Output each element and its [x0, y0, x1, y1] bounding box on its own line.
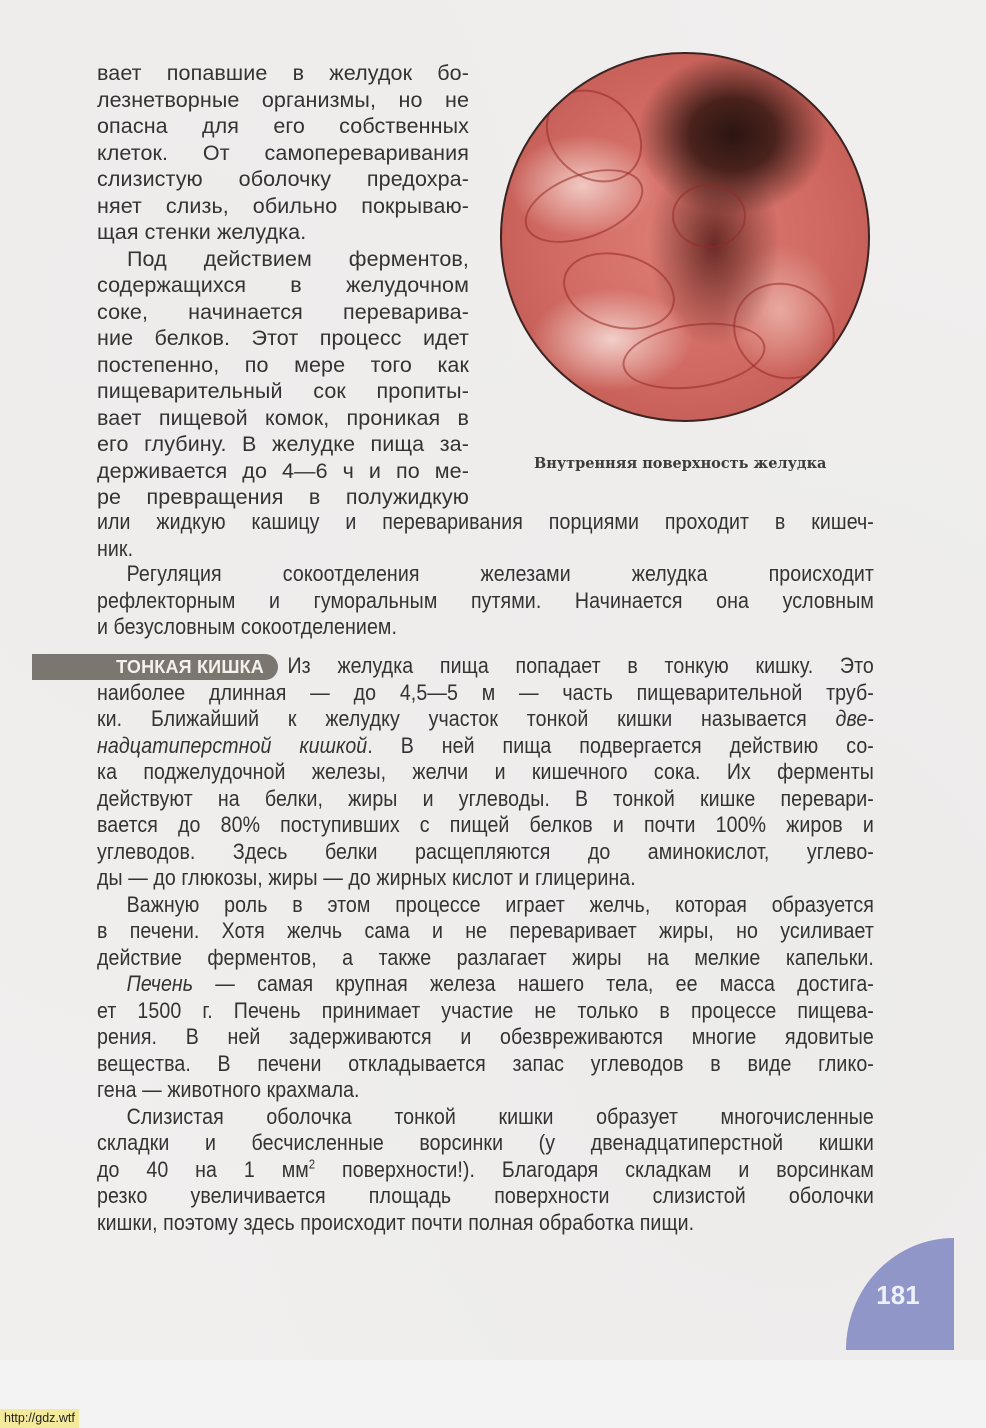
text-line: няет слизь, обильно покрываю- — [97, 193, 469, 218]
text-line: его глубину. В желудке пища за- — [97, 432, 469, 456]
text-line — [97, 706, 874, 733]
text-line: ет 1500 г. Печень принимает участие не только в процессе пищева- — [97, 997, 874, 1023]
regulation-paragraph — [97, 561, 874, 641]
text-line: действие ферментов, а также разлагает жиры на мелкие капельки. — [97, 944, 874, 970]
text-line: рения. В ней задерживаются и обезвреживаются многие ядовитые — [97, 1024, 874, 1049]
text-line: Из желудка пища попадает в тонкую кишку. Это — [287, 653, 874, 678]
text-line: вает пищевой комок, проникая в — [97, 405, 469, 430]
text-line: и безусловным сокоотделением. — [97, 614, 398, 639]
watermark-link[interactable]: http://gdz.wtf — [0, 1409, 79, 1428]
text-line: рефлекторным и гуморальным путями. Начинается она условным — [97, 587, 874, 613]
text-line: складки и бесчисленные ворсинки (у двенадцатиперстной кишки — [97, 1130, 874, 1155]
text-line — [97, 1157, 874, 1184]
text-line: ка поджелудочной железы, желчи и кишечного сока. Их ферменты — [97, 759, 874, 784]
text-line: постепенно, по мере того как — [97, 352, 469, 377]
page-bottom-margin — [0, 1360, 986, 1428]
page-number: 181 — [876, 1280, 920, 1310]
text-line: Под действием ферментов, — [127, 246, 469, 271]
text-line: ник. — [97, 535, 134, 561]
text-line: резко увеличивается площадь поверхности слизистой оболочки — [97, 1183, 874, 1208]
text-line: вается до 80% поступивших с пищей белков и почти 100% жиров и — [97, 812, 874, 837]
text-fragment: . В ней пища подвергается действию со- — [367, 732, 874, 758]
text-line: вещества. В печени откладывается запас углеводов в виде глико- — [97, 1050, 874, 1076]
text-line: углеводов. Здесь белки расщепляются до аминокислот, углево- — [97, 838, 874, 864]
text-line — [97, 971, 874, 998]
text-line: действуют на белки, жиры и углеводы. В тонкой кишке перевари- — [97, 785, 874, 811]
section-badge: ТОНКАЯ КИШКА — [32, 654, 278, 680]
text-column-top — [97, 60, 469, 511]
text-continuation — [97, 509, 874, 562]
text-line: Регуляция сокоотделения железами желудка происходит — [126, 561, 874, 586]
text-fragment: ки. Ближайший к желудку участок тонкой кишки называется — [97, 706, 807, 731]
text-fragment: — самая крупная железа нашего тела, ее масса достига- — [193, 971, 874, 996]
text-line: наиболее длинная — до 4,5—5 м — часть пищеварительной труб- — [97, 679, 874, 705]
text-line: лезнетворные организмы, но не — [97, 87, 469, 112]
photo-fold — [672, 184, 746, 248]
text-line: гена — животного крахмала. — [97, 1077, 360, 1102]
italic-term: Печень — [126, 971, 194, 996]
text-line: кишки, поэтому здесь происходит почти полная обработка пищи. — [97, 1209, 695, 1235]
italic-term: надцатиперстной кишкой — [97, 732, 368, 758]
text-line: слизистую оболочку предохра- — [97, 167, 469, 191]
superscript: 2 — [308, 1156, 316, 1171]
figure-caption: Внутренняя поверхность желудка — [534, 455, 827, 472]
photo-fold — [554, 241, 683, 342]
text-fragment: до 40 на 1 мм — [97, 1156, 309, 1182]
text-line: содержащихся в желудочном — [97, 273, 469, 297]
text-line: ды — до глюкозы, жиры — до жирных кислот и глицерина. — [97, 865, 636, 890]
text-line: Слизистая оболочка тонкой кишки образует многочисленные — [126, 1103, 874, 1129]
text-line: или жидкую кашицу и переваривания порциями проходит в кишеч- — [97, 509, 874, 534]
text-line: Важную роль в этом процессе играет желчь, которая образуется — [126, 891, 874, 917]
text-fragment: поверхности!). Благодаря складкам и ворсинкам — [315, 1156, 874, 1182]
text-line: ние белков. Этот процесс идет — [97, 326, 469, 350]
stomach-inner-surface-photo — [500, 52, 870, 422]
text-line: в печени. Хотя желчь сама и не переваривает жиры, но усиливает — [97, 918, 874, 943]
text-line: опасна для его собственных — [97, 114, 469, 138]
text-line: пищеварительный сок пропиты- — [97, 379, 469, 403]
text-line: клеток. От самопереваривания — [97, 140, 469, 165]
text-line: соке, начинается переварива- — [97, 299, 469, 324]
text-line: вает попавшие в желудок бо- — [97, 61, 469, 85]
text-line: ре превращения в полужидкую — [97, 485, 469, 509]
text-line: щая стенки желудка. — [97, 220, 307, 244]
italic-term: две- — [835, 706, 874, 731]
text-line — [97, 733, 874, 760]
text-line: держивается до 4—6 ч и по ме- — [97, 458, 469, 483]
small-intestine-section — [97, 653, 874, 1236]
